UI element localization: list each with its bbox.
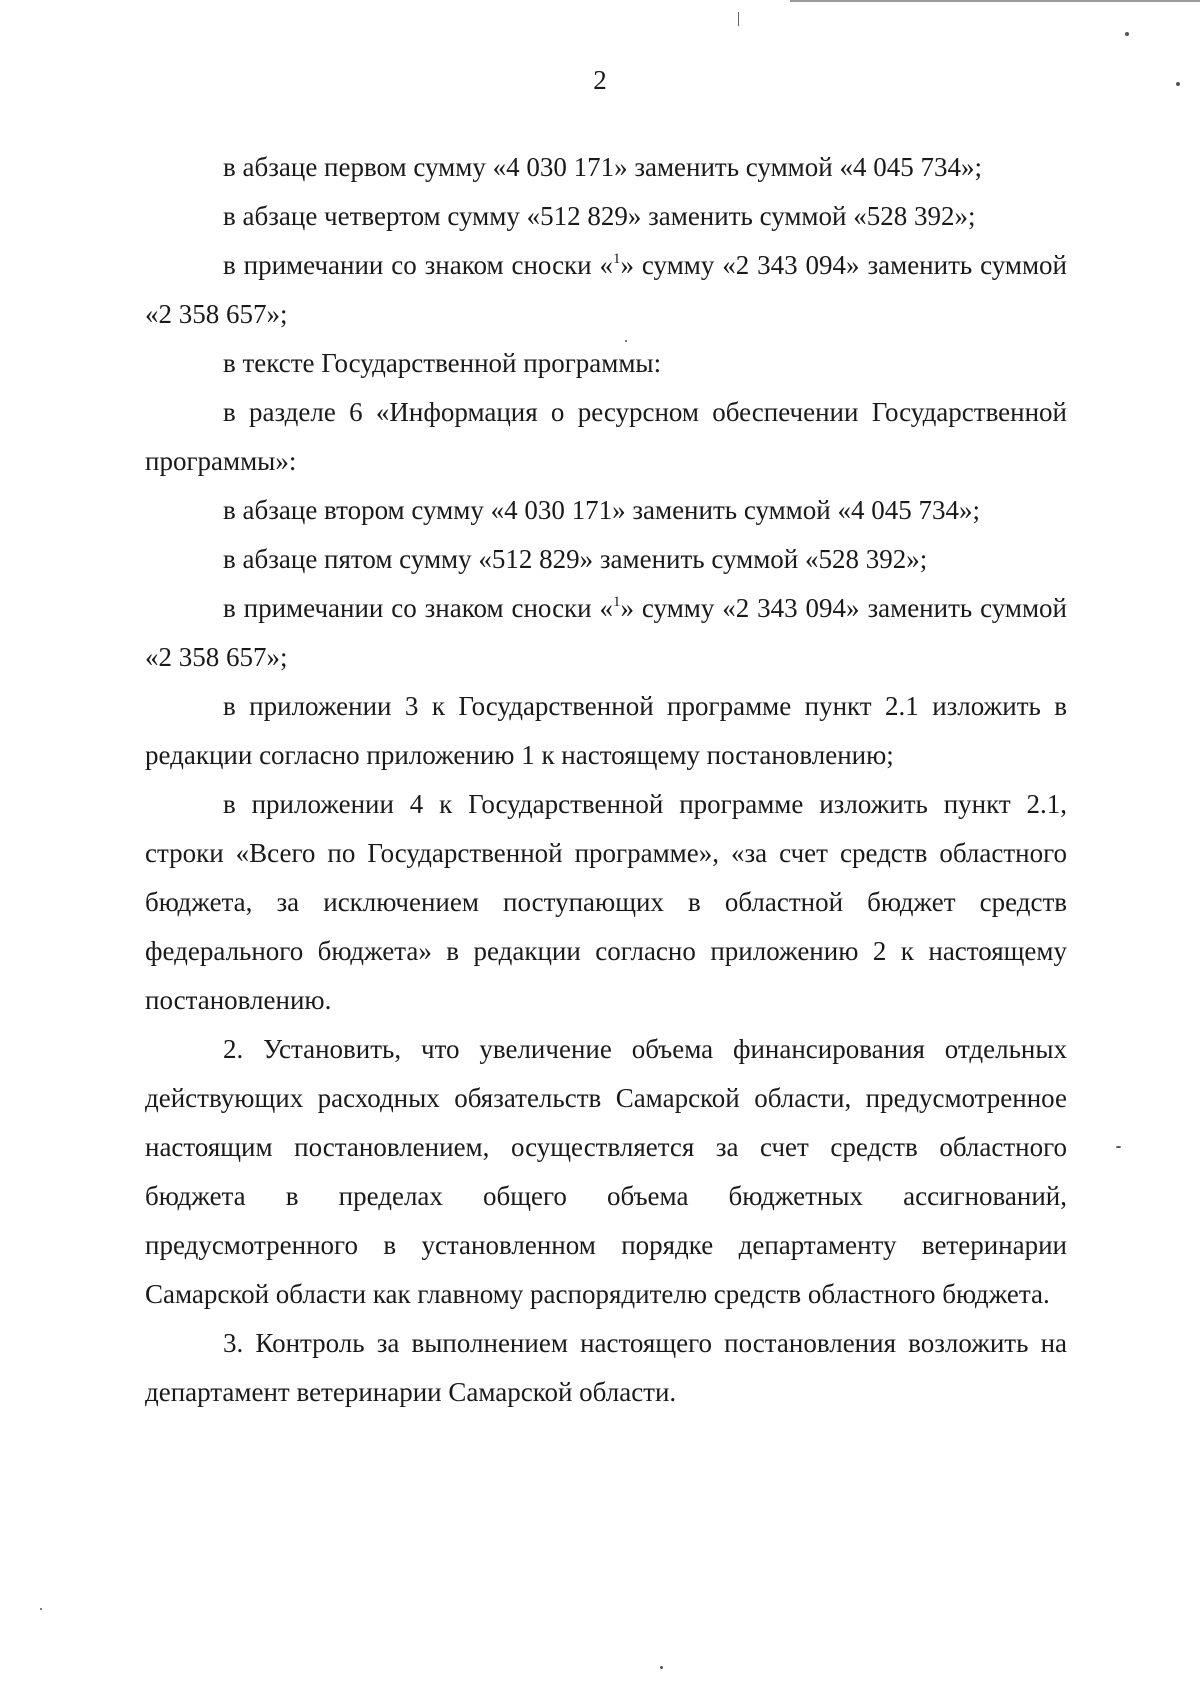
- scan-speck: [40, 1608, 42, 1610]
- scan-speck: [660, 1666, 663, 1669]
- paragraph-text: в примечании со знаком сноски «: [223, 250, 614, 280]
- scan-speck: [1125, 32, 1129, 36]
- document-body: [145, 143, 1067, 1417]
- paragraph-footnote: [145, 241, 1067, 339]
- paragraph: в абзаце пятом сумму «512 829» заменить суммой «528 392»;: [223, 544, 928, 574]
- page-number: 2: [593, 65, 607, 95]
- paragraph: 2. Установить, что увеличение объема финансирования отдельных действующих расходных обязательств Самарской области, предусмотренное настоящим постановлением, осуществляется за счет средств областного бюджета в пределах общего объема бюджетных ассигнований, предусмотренного в установленном порядке департаменту ветеринарии Самарской области как главному распорядителю средств областного бюджета.: [145, 1034, 1067, 1309]
- paragraph: в абзаце четвертом сумму «512 829» заменить суммой «528 392»;: [223, 201, 976, 231]
- scan-speck: [1116, 1146, 1121, 1148]
- paragraph: в тексте Государственной программы:: [223, 348, 662, 378]
- paragraph: 3. Контроль за выполнением настоящего постановления возложить на департамент ветеринарии Самарской области.: [145, 1328, 1067, 1407]
- paragraph: в приложении 4 к Государственной программе изложить пункт 2.1, строки «Всего по Государственной программе», «за счет средств областного бюджета, за исключением поступающих в областной бюджет средств федерального бюджета» в редакции согласно приложению 2 к настоящему постановлению.: [145, 789, 1067, 1015]
- paragraph-text: » сумму «2 343 094» заменить суммой «2 358 657»;: [145, 593, 1067, 672]
- footnote-mark: 1: [613, 251, 621, 267]
- paragraph: в разделе 6 «Информация о ресурсном обеспечении Государственной программы»:: [145, 397, 1067, 476]
- paragraph: в приложении 3 к Государственной программе пункт 2.1 изложить в редакции согласно приложению 1 к настоящему постановлению;: [145, 691, 1067, 770]
- paragraph-text: » сумму «2 343 094» заменить суммой «2 358 657»;: [145, 250, 1067, 329]
- paragraph-footnote: [145, 584, 1067, 682]
- scan-edge-line: [790, 0, 1200, 2]
- paragraph-text: в примечании со знаком сноски «: [223, 593, 614, 623]
- paragraph: в абзаце втором сумму «4 030 171» заменить суммой «4 045 734»;: [223, 495, 980, 525]
- scan-mark: [738, 12, 739, 26]
- footnote-mark: 1: [613, 594, 621, 610]
- paragraph: в абзаце первом сумму «4 030 171» заменить суммой «4 045 734»;: [223, 152, 982, 182]
